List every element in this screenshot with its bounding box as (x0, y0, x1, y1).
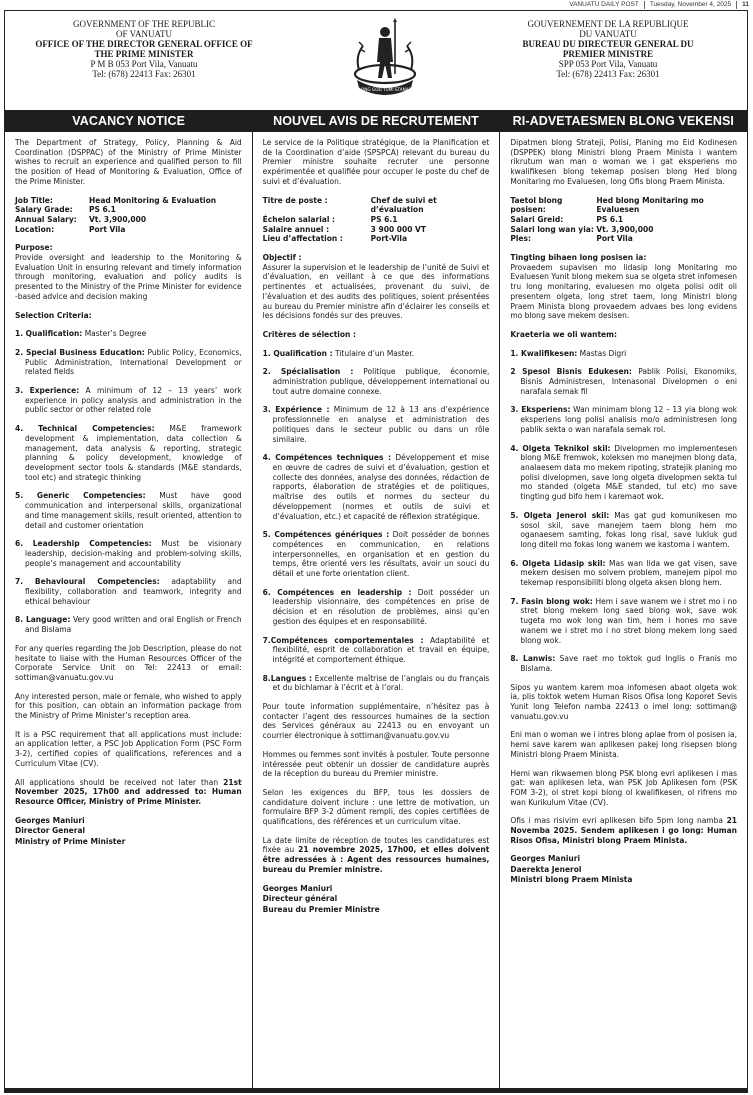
deadline-date: 21 novembre 2025, 17h00, et elles doivent être adressées à : Agent des ressources humaines, bureau du Premier ministre. (262, 845, 490, 874)
detail-key: Échelon salarial : (262, 214, 336, 224)
criteria-title: 3. Eksperiens: (510, 405, 571, 415)
detail-value: Head Monitoring & Evaluation (89, 195, 217, 205)
criteria-title: 4. Compétences techniques : (262, 453, 391, 463)
criteria-title: 3. Expérience : (262, 405, 330, 415)
criteria-title: 5. Generic Competencies: (15, 491, 146, 501)
criteria-text: Adaptabilité et flexibilité, esprit de collaboration et travail en équipe, intégrité et comportement éthique. (272, 635, 490, 664)
letterhead-office: THE PRIME MINISTER (94, 49, 194, 59)
criteria-title: 8. Lanwis: (510, 654, 556, 664)
deadline-text (510, 816, 737, 845)
letterhead-english (19, 19, 269, 79)
purpose-text: Provaedem supavisen mo lidasip long Monitaring mo Evaluesen Yunit blong mekem sua se olgeta stret infomesen tru long monitaring, evaluesen mo olgeta polisi odit oli presentem olgeta, long stret taem, long Ministri blong Praem Minista blong provaedem advaes bes long evidens mo blong save mekem desisen. (510, 262, 738, 321)
criteria-item (263, 636, 490, 665)
criteria-item (15, 348, 242, 377)
masthead-strip (569, 0, 753, 9)
section-heading: Objectif : (262, 253, 302, 263)
title-english: VACANCY NOTICE (72, 114, 186, 128)
criteria-item (510, 367, 737, 396)
criteria-title: 1. Kwalifikesen: (510, 348, 578, 358)
bislama-column (499, 132, 747, 1090)
deadline-lead: La date limite de réception de toutes les candidatures est fixée au (262, 835, 490, 855)
purpose-text: Provide oversight and leadership to the Monitoring & Evaluation Unit in ensuring relevant and timely information through monitoring, evaluation and policy audits is presented to the Ministry of the Prime Minister for evidence -based advice and decision making (15, 253, 242, 301)
masthead-divider (736, 1, 737, 9)
job-details (15, 196, 242, 235)
notice-columns (5, 132, 747, 1090)
advertisement-frame (4, 10, 748, 1093)
criteria-text: Must be visionary leadership, decision-making and problem-solving skills, people’s management and accountability (25, 539, 242, 568)
deadline-lead: All applications should be received not later than (15, 777, 224, 787)
criteria-item (263, 588, 490, 627)
vanuatu-coat-of-arms-icon (349, 16, 421, 102)
letterhead-french (483, 19, 733, 79)
criteria-text: Minimum de 12 à 13 ans d’expérience professionnelle en analyse et administration des politiques dans le secteur public ou dans un rôle similaire. (272, 405, 490, 444)
detail-key: Titre de poste : (262, 195, 328, 205)
criteria-text: Politique publique, économie, administration publique, développement international ou tout autre domaine connexe. (272, 367, 490, 396)
criteria-title: 2. Spécialisation : (262, 367, 354, 377)
job-details (510, 196, 737, 245)
criteria-title: 1. Qualification : (262, 348, 333, 358)
letterhead-line: DU VANUATU (579, 29, 637, 39)
criteria-text: Doit posséder un leadership visionnaire, des compétences en prise de décision et en résolution de problèmes, ainsi qu’en gestion des équipes et en responsabilité. (272, 587, 490, 626)
criteria-text: Excellente maîtrise de l’anglais ou du français et du bichlamar à l’écrit et à l’oral. (272, 673, 490, 693)
detail-value: PS 6.1 (596, 214, 624, 224)
criteria-text: Save raet mo toktok gud Inglis o Franis mo Bislama. (520, 654, 738, 673)
criteria-item (15, 577, 242, 606)
criteria-text: Very good written and oral English or French and Bislama (25, 615, 242, 635)
criteria-text: Hem i save wanem we i stret mo i no stret blong mekem long saed blong wok, save wok tugeta mo wok long wan tim, hem i hones mo save wanem we i stret mo i no stret blong mekem long saed blong wok. (520, 596, 738, 645)
requirement-text: Hemi wan rikwaemen blong PSK blong evri aplikesen i mas gat: wan aplikesen leta, wan PSK Job Aplikesen fom (PSK FOM 3-2), ol stret kopi blong ol kwalifikesen, ol rifrens mo wan Kurikulum Vitae (CV). (510, 768, 738, 807)
criteria-item (510, 597, 737, 646)
interested-text: Eni man o woman we i intres blong aplae from ol posisen ia, hemi save karem wan aplikesen pakej long risepsen blong Ministri blong Praem Minista. (510, 730, 738, 759)
criteria-item (510, 349, 737, 359)
detail-key: Salari Greid: (510, 214, 564, 224)
queries-text: For any queries regarding the Job Description, please do not hesitate to liaise with the Human Resources Officer of the Corporate Service Unit on Tel: 22413 or email: sottiman@vanuatu.gov.vu (15, 643, 242, 682)
criteria-item (15, 539, 242, 568)
detail-value: Port-Vila (370, 234, 408, 244)
criteria-item (15, 386, 242, 415)
letterhead-office: PREMIER MINISTRE (562, 49, 654, 59)
criteria-text: Titulaire d’un Master. (332, 348, 415, 358)
criteria-title: 2 Spesol Bisnis Edukesen: (510, 367, 632, 377)
bottom-rule (5, 1088, 747, 1092)
detail-key: Location: (15, 224, 55, 234)
masthead-divider (644, 1, 645, 9)
criteria-title: 7. Fasin blong wok: (510, 596, 593, 606)
criteria-item (510, 444, 737, 502)
detail-value: 3 900 000 VT (370, 224, 426, 234)
signatory-office: Ministry of Prime Minister (15, 836, 126, 846)
detail-value: Port Vila (596, 234, 633, 244)
title-bislama: RI-ADVETAESMEN BLONG VEKENSI (512, 114, 734, 128)
detail-key: Salaire annuel : (262, 224, 330, 234)
detail-value: PS 6.1 (370, 214, 398, 224)
signature-block (263, 884, 490, 916)
signatory-office: Bureau du Premier Ministre (262, 904, 380, 914)
criteria-item (15, 329, 242, 339)
interested-text: Any interested person, male or female, who wished to apply for this position, can obtain an information package from the Ministry of Prime Minister’s reception area. (15, 691, 242, 721)
issue-date: Tuesday, November 4, 2025 (649, 1, 732, 8)
criteria-item (15, 491, 242, 530)
detail-value: Hed blong Monitaring mo Evaluesen (596, 195, 704, 215)
signature-block (510, 854, 737, 886)
detail-key: Lieu d’affectation : (262, 234, 343, 244)
criteria-title: 6. Olgeta Lidasip skil: (510, 558, 606, 568)
seal-motto: LONG GOD YUMI STANAP (358, 87, 412, 92)
criteria-title: 7.Compétences comportementales : (262, 635, 424, 645)
deadline-text (263, 836, 490, 875)
signatory-name: Georges Maniuri (262, 883, 333, 893)
criteria-item (263, 349, 490, 359)
deadline-date: 21st November 2025, 17h00 and addressed to: Human Resource Officer, Ministry of Prime Minister. (15, 777, 242, 806)
deadline-text (15, 778, 242, 807)
letterhead-phone: Tel: (678) 22413 Fax: 26301 (556, 69, 660, 79)
criteria-text: A minimum of 12 – 13 years’ work experience in policy analysis and administration in the public sector or other related role (25, 386, 242, 415)
intro-text: The Department of Strategy, Policy, Planning & Aid Coordination (DSPPAC) of the Ministry of Prime Minister wishes to recruit an experience and qualified person to fill the position of Head of Monitoring & Evaluation, Office of the Prime Minister. (15, 138, 242, 186)
letterhead-office: OFFICE OF THE DIRECTOR GENERAL OFFICE OF (35, 39, 253, 49)
detail-value: Vt. 3,900,000 (596, 224, 654, 234)
english-column (5, 132, 252, 1090)
criteria-item (263, 530, 490, 579)
criteria-title: 3. Experience: (15, 386, 80, 396)
criteria-title: 1. Qualification: (15, 329, 83, 339)
criteria-title: 8.Langues : (262, 673, 313, 683)
criteria-text: Pablik Polisi, Ekonomiks, Bisnis Administresen, Intenasonal Divelopmen o eni narafala semak fil (520, 367, 738, 396)
criteria-title: 6. Compétences en leadership : (262, 587, 412, 597)
criteria-text: Master’s Degree (82, 329, 147, 339)
criteria-title: 4. Technical Competencies: (15, 424, 155, 434)
detail-key: Salary Grade: (15, 205, 73, 215)
intro-text: Le service de la Politique stratégique, de la Planification et de la Coordination d’aide (SPSPCA) relevant du bureau du Premier ministre souhaite recruter une personne expérimentée et qualifiée pour occuper le poste du chef de suivi et d’évaluation. (262, 138, 490, 186)
detail-key: Annual Salary: (15, 214, 77, 224)
criteria-title: 2. Special Business Education: (15, 347, 145, 357)
interested-text: Hommes ou femmes sont invités à postuler. Toute personne intéressée peut obtenir un dossier de candidature auprès de la réception du bureau du Premier ministre. (262, 749, 490, 779)
signatory-office: Ministri blong Praem Minista (510, 875, 633, 885)
page-number: 11 (742, 1, 749, 8)
letterhead-line: GOUVERNEMENT DE LA REPUBLIQUE (527, 19, 689, 29)
signatory-title: Directeur général (262, 894, 338, 904)
section-heading: Critères de sélection : (262, 329, 356, 339)
criteria-text: Wan minimam blong 12 – 13 yia blong wok eksperiens long polisi analisis mo/o administresen long pablik sekta o wan narafala semak rol. (520, 405, 738, 434)
letterhead-line: GOVERNMENT OF THE REPUBLIC (73, 19, 215, 29)
section-heading: Kraeteria we oli wantem: (510, 329, 617, 339)
criteria-title: 7. Behavioural Competencies: (15, 577, 160, 587)
criteria-text: Public Policy, Economics, Public Administration, International Development or related fields (25, 347, 242, 377)
signatory-name: Georges Maniuri (510, 854, 581, 864)
criteria-title: 5. Compétences génériques : (262, 530, 390, 540)
deadline-lead: Ofis i mas risivim evri aplikesen bifo 5pm long namba (510, 816, 727, 826)
title-french: NOUVEL AVIS DE RECRUTEMENT (273, 114, 479, 128)
criteria-text: Mastas Digri (577, 348, 627, 358)
job-details (263, 196, 490, 245)
criteria-item (15, 615, 242, 634)
detail-value: PS 6.1 (89, 205, 116, 215)
deadline-date: 21 Novemba 2025. Sendem aplikesen i go long: Human Risos Ofisa, Ministri blong Praem Minista. (510, 816, 738, 845)
criteria-text: Mas wan lida we gat visen, save mekem desisen mo solvem problem, manejem pipol mo tekemap responsibiliti blong olgeta aksen blong hem. (520, 558, 738, 588)
detail-key: Ples: (510, 234, 531, 244)
queries-text: Pour toute information supplémentaire, n’hésitez pas à contacter l’agent des ressources humaines de la section des Services généraux au 22413 ou en envoyant un courrier électronique à sottiman@vanuatu.gov.vu (262, 702, 490, 741)
criteria-title: 5. Olgeta Jenerol skil: (510, 510, 610, 520)
queries-text: Sipos yu wantem karem moa infomesen abaot olgeta wok ia, plis toktok wetem Human Risos Ofisa long Koporet Sevis Yunit long Telefon namba 22413 o imel long: sottiman@ vanuatu.gov.vu (510, 682, 738, 721)
french-column (252, 132, 500, 1090)
criteria-text: Divelopmen mo implementesen blong M&E fremwok, koleksen mo manejmen blong data, analaesem data mo mekem ripoting, stratejik planing mo polisi divelopmen, save long olgeta divelopmen sekta tul mo standed (olgeta M&E standed, tul etc) mo save tingting gud bifo hem i karemaot wok. (520, 443, 738, 502)
detail-value: Vt. 3,900,000 (89, 214, 147, 224)
section-heading: Tingting bihaen long posisen ia: (510, 253, 647, 263)
criteria-item (510, 511, 737, 550)
criteria-title: 8. Language: (15, 615, 71, 625)
intro-text: Dipatmen blong Strateji, Polisi, Planing mo Eid Kodinesen (DSPPEK) blong Ministri blong Praem Minista i wantem rikrutum wan man o woman we i gat eksperiens mo kwalifikesen blong tekemap posisen blong Hed blong Monitaring mo Evaluesen, long Ofis blong Praem Minista. (510, 138, 738, 186)
section-heading: Purpose: (15, 243, 53, 253)
letterhead-phone: Tel: (678) 22413 Fax: 26301 (92, 69, 196, 79)
criteria-item (510, 559, 737, 588)
signatory-title: Daerekta Jenerol (510, 864, 582, 874)
signatory-title: Director General (15, 826, 86, 836)
signatory-name: Georges Maniuri (15, 815, 85, 825)
title-bar (5, 110, 747, 132)
detail-key: Job Title: (15, 195, 53, 205)
requirement-text: Selon les exigences du BFP, tous les dossiers de candidature doivent inclure : une lettre de motivation, un formulaire BFP 3-2 dûment rempli, des copies certifiées de qualifications, des références et un curriculum vitae. (262, 787, 490, 827)
criteria-text: Mas gat gud komunikesen mo sosol skil, save manejem taem blong hem mo oganaesem samting, fokas long risal, save lukluk gud long diteil mo fokas long wanem we kastoma i wantem. (520, 510, 738, 549)
criteria-item (263, 367, 490, 396)
letterhead-office: BUREAU DU DIRECTEUR GENERAL DU (522, 39, 694, 49)
requirement-text: It is a PSC requirement that all applications must include: an application letter, a PSC Job Application Form (PSC Form 3-2), certified copies of qualifications, references and a Curriculum Vitae (CV). (15, 729, 242, 768)
criteria-text: Développement et mise en œuvre de cadres de suivi et d’évaluation, gestion et collecte des données, analyse des données, rédaction de rapports, élaboration de stratégies et de politiques, maîtrise des outils et normes du secteur du développement (normes et outils de suivi et d’évaluation, etc.) et capacité de réflexion stratégique. (272, 453, 490, 521)
letterhead-line: OF VANUATU (116, 29, 172, 39)
signature-block (15, 816, 242, 848)
letterhead-address: SPP 053 Port Vila, Vanuatu (558, 59, 658, 69)
letterhead-address: P M B 053 Port Vila, Vanuatu (90, 59, 198, 69)
paper-name: VANUATU DAILY POST (569, 1, 639, 8)
criteria-text: Must have good communication and interpersonal skills, organizational and time management skills, result oriented, attention to detail and customer orientation (25, 491, 242, 530)
detail-value: Port Vila (89, 224, 126, 234)
purpose-text: Assurer la supervision et le leadership de l’unité de Suivi et d’évaluation, en veillant à ce que des informations pertinentes et actualisées, provenant du suivi, de l’évaluation et des audits des politiques, soient présentées au bureau du Premier ministre afin d’éclairer les conseils et les décisions fondés sur des preuves. (262, 262, 490, 321)
section-heading: Selection Criteria: (15, 310, 92, 320)
criteria-text: Doit posséder de bonnes compétences en communication, en relations interpersonnelles, en organisation et en gestion du temps, être orienté vers les résultats, avoir un souci du détail et une forte orientation client. (272, 530, 490, 579)
criteria-item (510, 654, 737, 673)
detail-key: Salari long wan yia: (510, 224, 594, 234)
criteria-text: adaptability and flexibility, collaboration and teamwork, integrity and ethical behaviour (25, 577, 242, 606)
detail-key: Taetol blong posisen: (510, 195, 563, 215)
criteria-title: 6. Leadership Competencies: (15, 539, 152, 549)
criteria-item (15, 424, 242, 482)
criteria-item (263, 674, 490, 693)
letterhead (5, 11, 747, 111)
criteria-text: M&E framework development & implementation, data collection & management, data analysis & reporting, strategic planning & policy development, knowledge of development sector tools & standards (M&E standards, tool etc) and strategic thinking (25, 424, 242, 482)
detail-value: Chef de suivi et d’évaluation (370, 195, 437, 215)
criteria-item (263, 453, 490, 521)
criteria-item (263, 405, 490, 444)
criteria-item (510, 405, 737, 434)
criteria-title: 4. Olgeta Teknikol skil: (510, 443, 611, 453)
